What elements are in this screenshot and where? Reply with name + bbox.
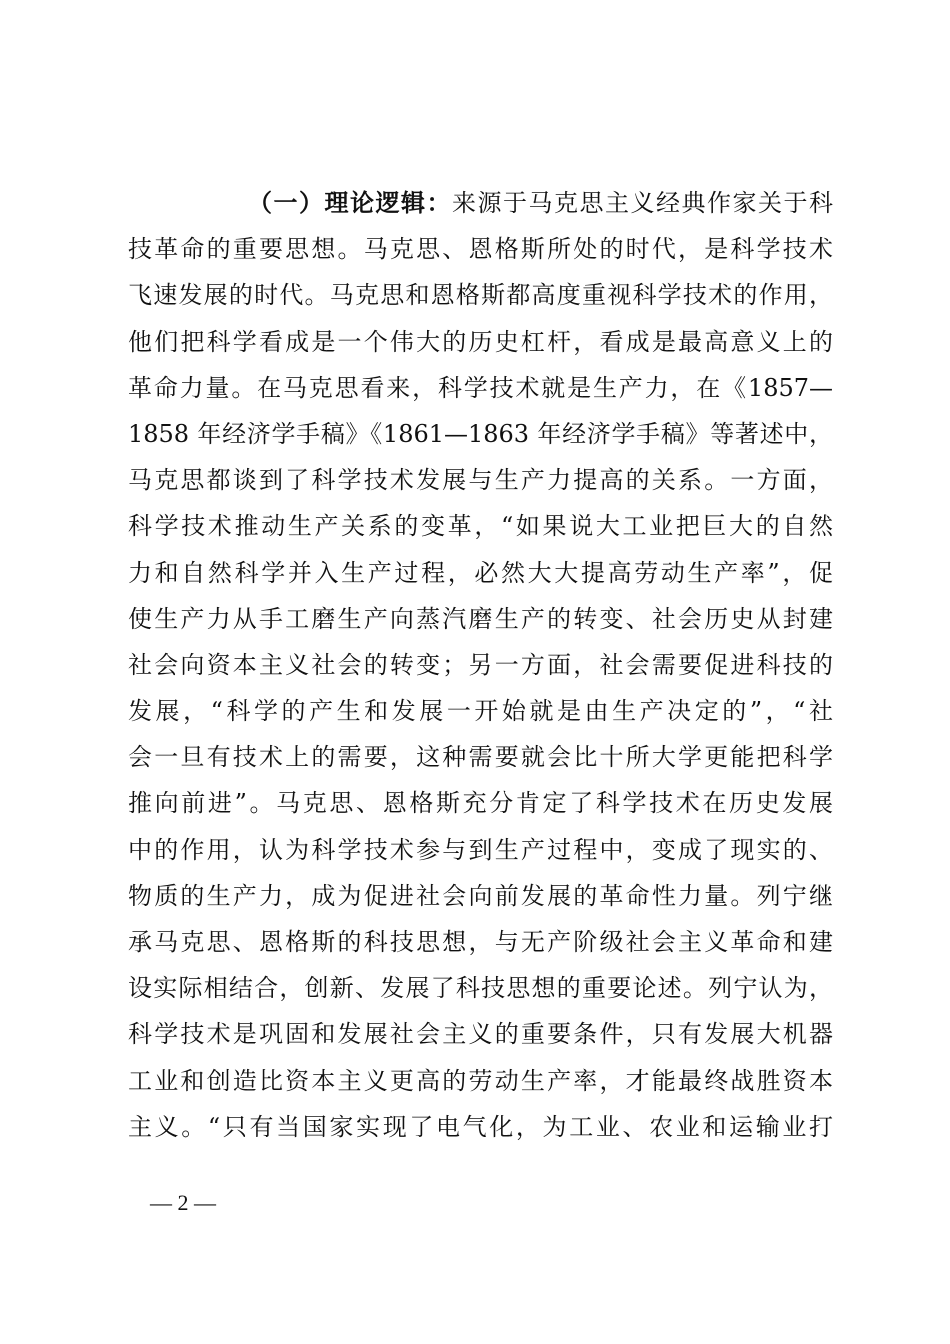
paragraph-line-18: 设实际相结合，创新、发展了科技思想的重要论述。列宁认为，: [128, 974, 833, 1003]
paragraph-line-11: 社会向资本主义社会的转变；另一方面，社会需要促进科技的: [128, 650, 833, 679]
paragraph-line-8: 科学技术推动生产关系的变革，“如果说大工业把巨大的自然: [128, 512, 833, 541]
paragraph-line-3: 飞速发展的时代。马克思和恩格斯都高度重视科学技术的作用，: [128, 281, 833, 310]
paragraph-line-12: 发展，“科学的产生和发展一开始就是由生产决定的”，“社: [128, 697, 833, 726]
paragraph-line-10: 使生产力从手工磨生产向蒸汽磨生产的转变、社会历史从封建: [128, 604, 833, 633]
paragraph-line-17: 承马克思、恩格斯的科技思想，与无产阶级社会主义革命和建: [128, 928, 833, 956]
paragraph-line-7: 马克思都谈到了科学技术发展与生产力提高的关系。一方面，: [128, 466, 833, 495]
paragraph-line-13: 会一旦有技术上的需要，这种需要就会比十所大学更能把科学: [128, 743, 833, 772]
paragraph-line-16: 物质的生产力，成为促进社会向前发展的革命性力量。列宁继: [128, 881, 833, 910]
paragraph-line-21: 主义。“只有当国家实现了电气化，为工业、农业和运输业打: [128, 1112, 833, 1141]
paragraph-line-6: 1858 年经济学手稿》《1861—1863 年经济学手稿》等著述中，: [128, 419, 833, 448]
body-text: [128, 184, 833, 1154]
paragraph-line-14: 推向前进”。马克思、恩格斯充分肯定了科学技术在历史发展: [128, 789, 833, 818]
page-number: — 2 —: [150, 1190, 216, 1215]
line-text: 来源于马克思主义经典作家关于科: [452, 189, 833, 217]
paragraph-line-19: 科学技术是巩固和发展社会主义的重要条件，只有发展大机器: [128, 1020, 833, 1049]
paragraph-line-5: 革命力量。在马克思看来，科学技术就是生产力，在《1857—: [128, 373, 833, 402]
section-heading: （一）理论逻辑：: [248, 188, 452, 217]
paragraph-line-9: 力和自然科学并入生产过程，必然大大提高劳动生产率”，促: [128, 558, 833, 587]
paragraph-line-20: 工业和创造比资本主义更高的劳动生产率，才能最终战胜资本: [128, 1066, 833, 1095]
paragraph-line-4: 他们把科学看成是一个伟大的历史杠杆，看成是最高意义上的: [128, 327, 833, 356]
paragraph-line-2: 技革命的重要思想。马克思、恩格斯所处的时代，是科学技术: [128, 235, 833, 264]
paragraph-line-15: 中的作用，认为科学技术参与到生产过程中，变成了现实的、: [128, 835, 833, 864]
paragraph-line-1: [128, 184, 833, 230]
